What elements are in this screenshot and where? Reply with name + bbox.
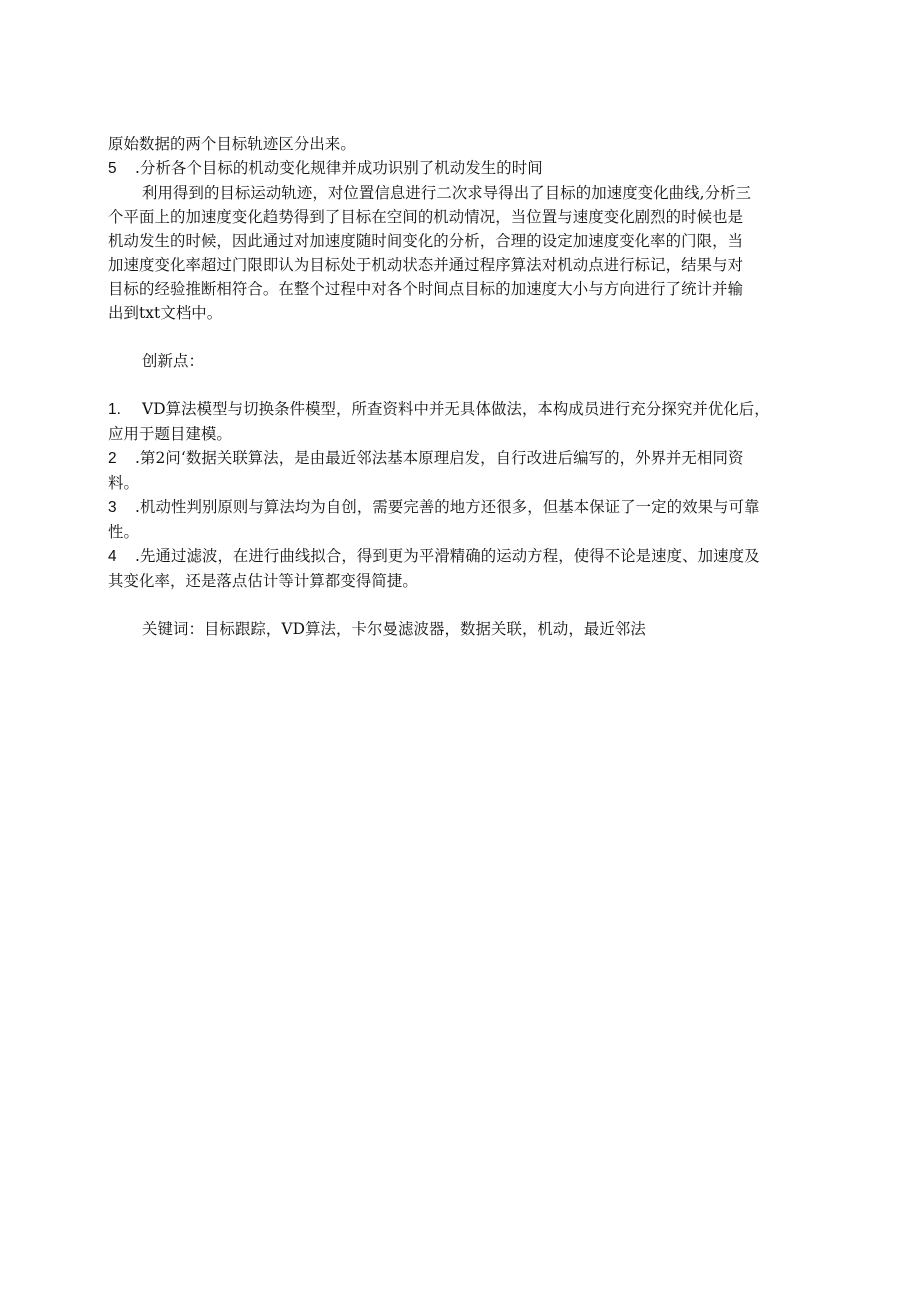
continuation-line: 原始数据的两个目标轨迹区分出来。: [108, 135, 356, 153]
spacer: [108, 373, 828, 397]
innovation-item-4: [108, 544, 828, 569]
item-number: 4: [108, 548, 117, 565]
spacer: [108, 593, 828, 617]
item-title: .分析各个目标的机动变化规律并成功识别了机动发生的时间: [130, 159, 543, 177]
item-number: 2: [108, 450, 117, 467]
paragraph-line-1: 利用得到的目标运动轨迹，对位置信息进行二次求导得出了目标的加速度变化曲线,分析三: [142, 184, 752, 202]
item-number: 1.: [108, 401, 122, 418]
paragraph-line-5: 目标的经验推断相符合。在整个过程中对各个时间点目标的加速度大小与方向进行了统计并输: [108, 280, 744, 298]
item-line: .先通过滤波，在进行曲线拟合，得到更为平滑精确的运动方程，使得不论是速度、加速度及: [130, 547, 760, 565]
paragraph-line-2: 个平面上的加速度变化趋势得到了目标在空间的机动情况，当位置与速度变化剧烈的时候也是: [108, 208, 744, 226]
paragraph-line-4: 加速度变化率超过门限即认为目标处于机动状态并通过程序算法对机动点进行标记，结果与对: [108, 256, 744, 274]
document-body: [108, 132, 828, 641]
innovation-item-4-cont: 其变化率，还是落点估计等计算都变得简捷。: [108, 572, 418, 590]
innovation-item-3-cont: 性。: [108, 523, 139, 541]
innovation-item-1-cont: 应用于题目建模。: [108, 425, 232, 443]
item-line: .第2问‘数据关联算法，是由最近邻法基本原理启发，自行改进后编写的，外界并无相同资: [130, 449, 744, 467]
paragraph-line-3: 机动发生的时候，因此通过对加速度随时间变化的分析，合理的设定加速度变化率的门限，当: [108, 232, 744, 250]
section-item-5: [108, 156, 828, 181]
item-line: VD算法模型与切换条件模型，所查资料中并无具体做法，本构成员进行充分探究并优化后，: [142, 400, 770, 418]
item-number: 5: [108, 160, 117, 177]
innovation-item-2: [108, 446, 828, 471]
keywords-line: 关键词：目标跟踪，VD算法，卡尔曼滤波器，数据关联，机动，最近邻法: [142, 620, 646, 638]
innovation-heading: 创新点：: [142, 352, 204, 370]
item-line: .机动性判别原则与算法均为自创，需要完善的地方还很多，但基本保证了一定的效果与可靠: [130, 498, 760, 516]
spacer: [108, 325, 828, 349]
innovation-item-3: [108, 495, 828, 520]
innovation-item-1: [108, 397, 828, 422]
paragraph-line-6: 出到txt文档中。: [108, 304, 223, 322]
innovation-item-2-cont: 料。: [108, 474, 139, 492]
item-number: 3: [108, 499, 117, 516]
